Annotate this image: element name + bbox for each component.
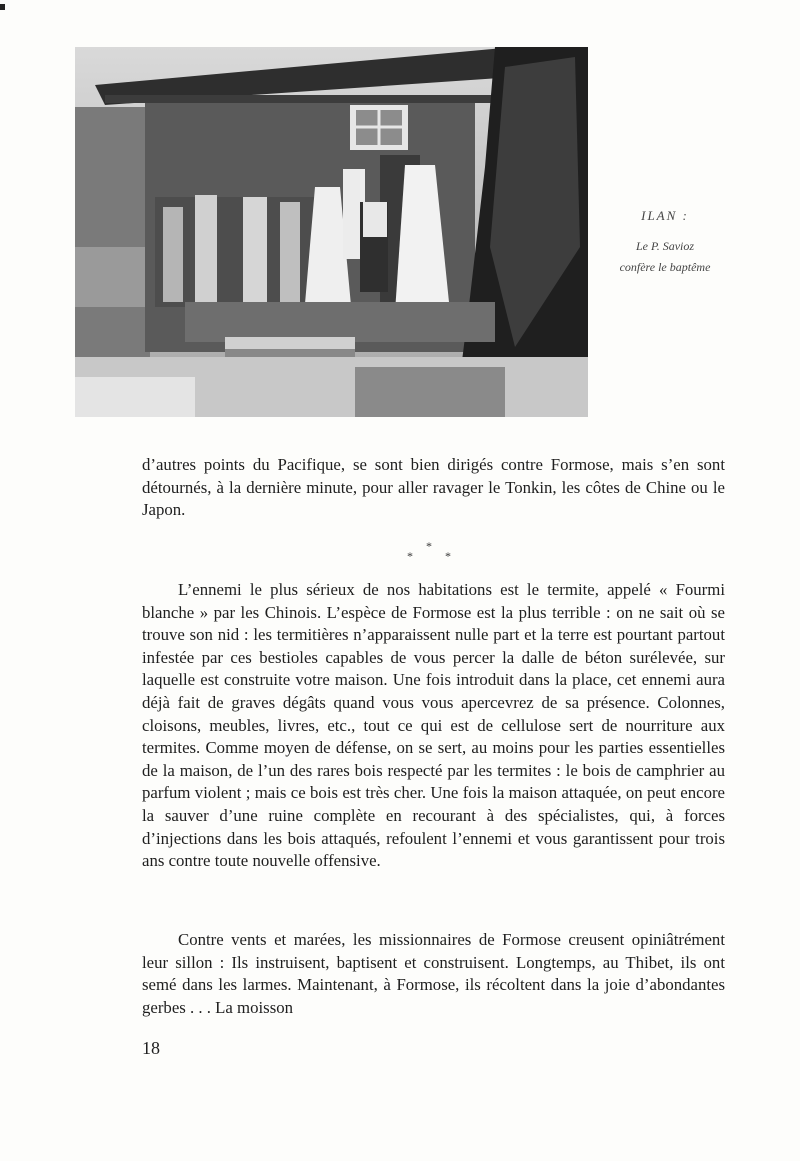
- paragraph-text: d’autres points du Pacifique, se sont bien dirigés contre Formose, mais s’en sont détournés, à la dernière minute, pour aller ravager le Tonkin, les côtes de Chine ou le Japon.: [142, 455, 725, 520]
- caption-line: Le P. Savioz: [635, 239, 695, 253]
- separator-star: *: [407, 549, 413, 563]
- photo-caption: [600, 208, 730, 278]
- paragraph: [142, 454, 725, 522]
- paragraph-text: Contre vents et marées, les missionnaires de Formose creusent opiniâtrément leur sillon : Ils instruisent, baptisent et construisent. Longtemps, au Thibet, ils ont semé dans les larmes. Maintenant, à Formose, ils récoltent dans la joie d’abondantes gerbes . . . La moisson: [142, 930, 725, 1017]
- separator-star: *: [426, 539, 432, 553]
- baptism-photograph: [75, 47, 588, 417]
- paragraph: [142, 579, 725, 873]
- separator-star: *: [445, 549, 451, 563]
- caption-line: confère le baptême: [619, 260, 711, 274]
- scan-edge-mark: [0, 4, 5, 10]
- page-number: 18: [142, 1038, 160, 1058]
- paragraph-text: L’ennemi le plus sérieux de nos habitations est le termite, appelé « Fourmi blanche » par les Chinois. L’espèce de Formose est la plus terrible : on ne sait où se trouve son nid : les termitières n’apparaissent nulle part et la terre est pourtant partout infestée par ces bestioles capables de vous percer la dalle de béton surélevée, sur laquelle est construite votre maison. Une fois introduit dans la place, cet ennemi aura déjà fait de graves dégâts quand vous vous apercevrez de sa présence. Colonnes, cloisons, meubles, livres, etc., tout ce qui est de cellulose sert de nourriture aux termites. Comme moyen de défense, on se sert, au moins pour les parties essentielles de la maison, de l’un des rares bois respecté par les termites : le bois de camphrier au parfum violent ; mais ce bois est très cher. Une fois la maison attaquée, on peut encore la sauver d’une ruine complète en recourant à des spécialistes, qui, à forces d’injections dans les bois attaqués, refoulent l’ennemi et vous garantissent pour trois ans contre toute nouvelle offensive.: [142, 580, 725, 871]
- section-separator: [402, 539, 462, 563]
- paragraph: [142, 929, 725, 1019]
- caption-place: ILAN :: [641, 208, 689, 223]
